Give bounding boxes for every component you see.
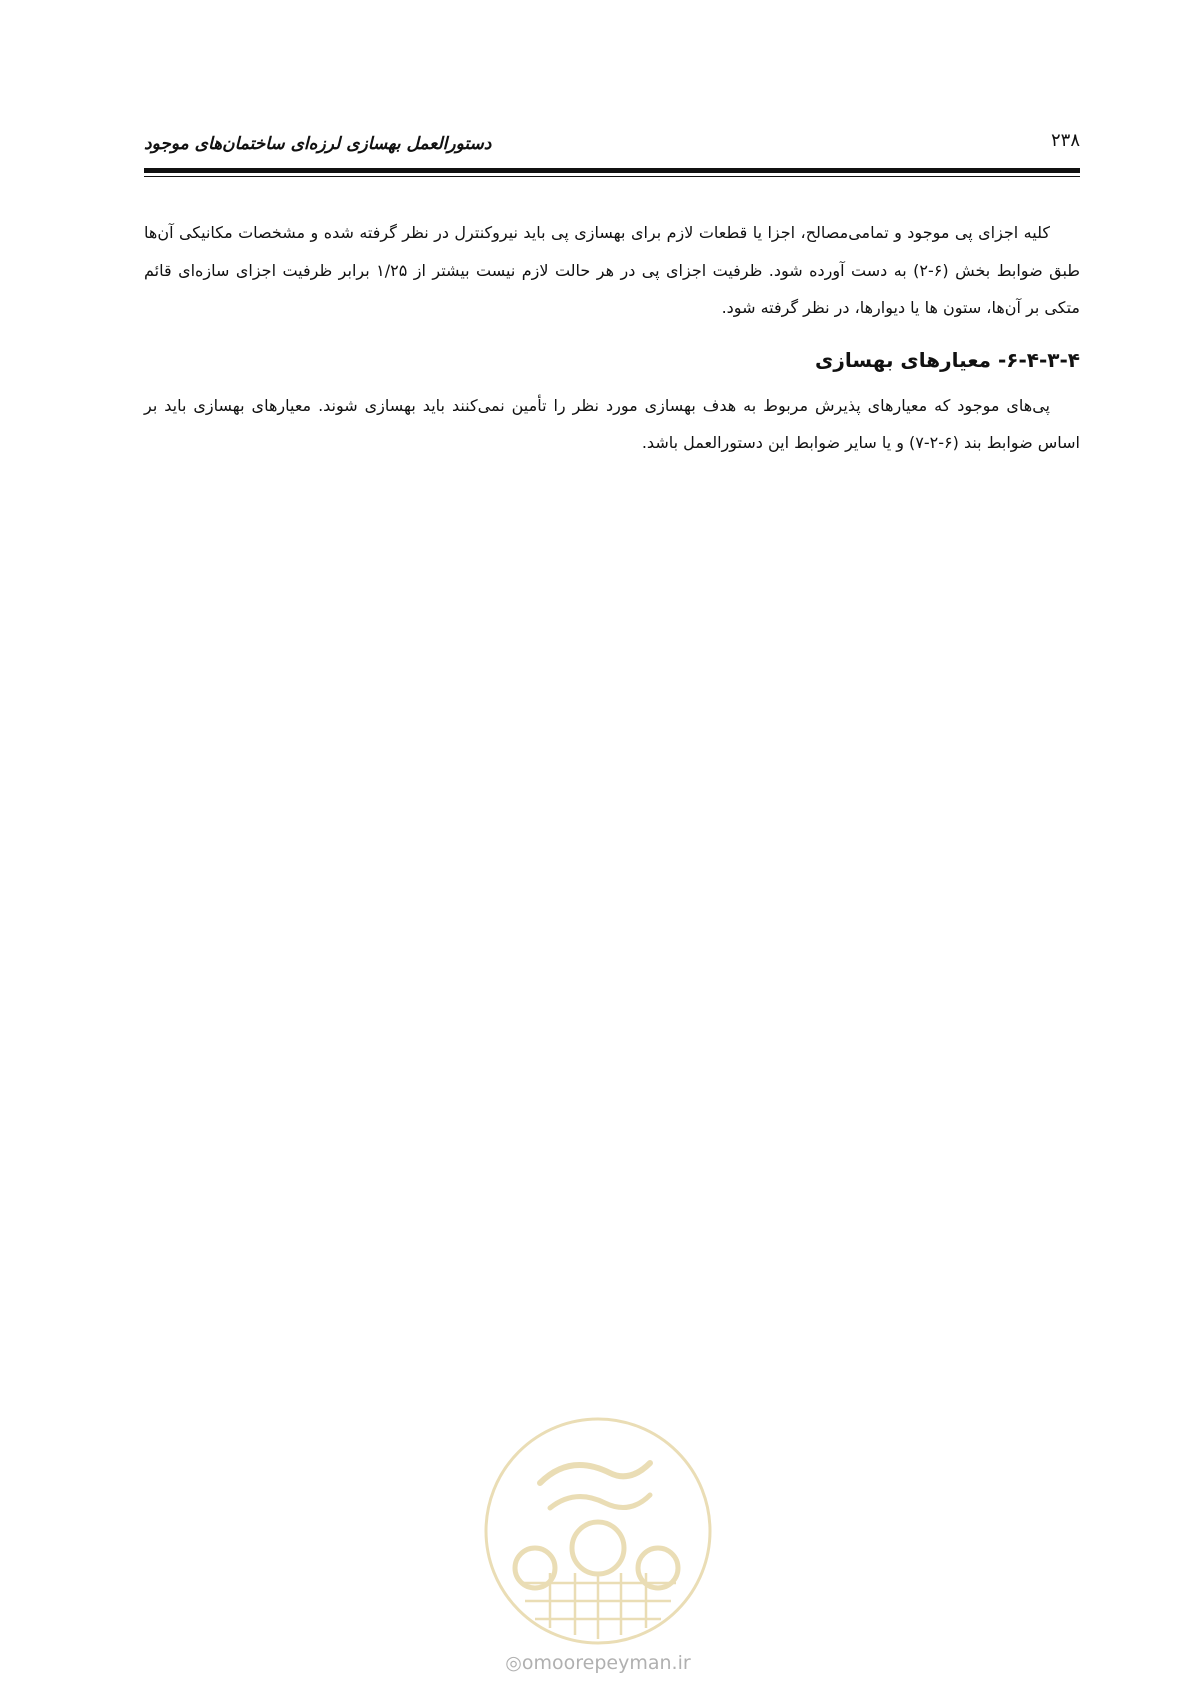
running-title: دستورالعمل بهسازی لرزه‌ای ساختمان‌های موجود xyxy=(144,134,492,154)
logo-calligraphy xyxy=(540,1463,650,1483)
page-header xyxy=(144,126,1080,170)
body-paragraph-1: کلیه اجزای پی موجود و تمامی‌مصالح، اجزا یا قطعات لازم برای بهسازی پی باید نیروکنترل در نظر گرفته شده و مشخصات مکانیکی آن‌ها طبق ضوابط بخش (۶-۲) به دست آورده شود. ظرفیت اجزای پی در هر حالت لازم نیست بیشتر از ۱/۲۵ برابر ظرفیت اجزای سازه‌ای قائم متکی بر آن‌ها، ستون ها یا دیوارها، در نظر گرفته شود. xyxy=(144,223,1081,317)
body-paragraph-2: پی‌های موجود که معیارهای پذیرش مربوط به هدف بهسازی مورد نظر را تأمین نمی‌کنند باید بهسازی شوند. معیارهای بهسازی باید بر اساس ضوابط بند (۶-۲-۷) و یا سایر ضوابط این دستورالعمل باشد. xyxy=(144,395,1080,452)
watermark-url: ◎omoorepeyman.ir xyxy=(505,1652,691,1674)
publisher-logo-watermark xyxy=(480,1413,716,1649)
at-icon: ◎ xyxy=(505,1652,522,1674)
page-number: ۲۳۸ xyxy=(1050,130,1080,151)
gear-icon xyxy=(515,1522,678,1588)
section-heading: ۶-۴-۳-۴- معیارهای بهسازی xyxy=(815,347,1080,372)
header-rule-thin xyxy=(144,176,1080,177)
header-rule-thick xyxy=(144,168,1080,173)
page-content xyxy=(144,214,1080,462)
